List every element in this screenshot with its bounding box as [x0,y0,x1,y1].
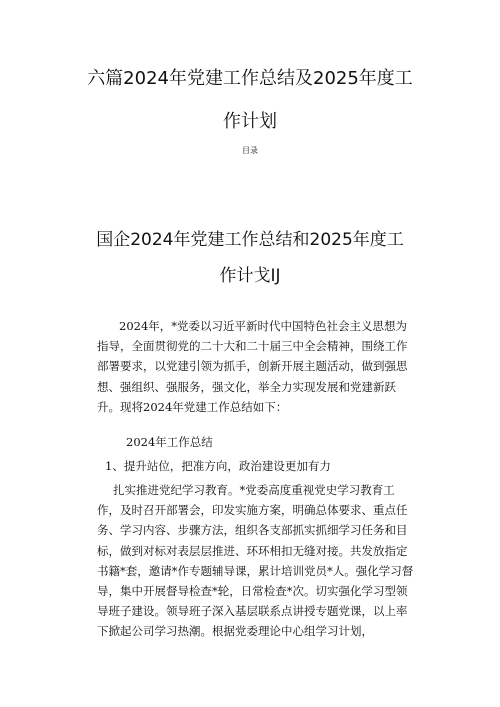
summary-heading: 2024年工作总结 [126,435,213,449]
document-title-line-1: 六篇2024年党建工作总结及2025年度工 [87,68,413,89]
section-title-line-1: 国企2024年党建工作总结和2025年度工 [96,230,404,250]
toc-label: 目录 [242,146,258,155]
body-paragraph-1: 扎实推进党纪学习教育。*党委高度重视党史学习教育工作，及时召开部署会，印发实施方案，明确总体要求、重点任务、学习内容、步骤方法，组织各支部抓实抓细学习任务和目标，做到对标对表层层推进、环环相扣无缝对接。共发放指定书籍*套，邀请*作专题辅导课，累计培训党员*人。强化学习督导，集中开展督导检查*轮，日常检查*次。切实强化学习型领导班子建设。领导班子深入基层联系点讲授专题党课，以上率下掀起公司学习热潮。根据党委理论中心组学习计划， [97,483,414,639]
section-title-line-2: 作计戈IJ [219,266,281,286]
document-title-line-2: 作计划 [223,111,277,132]
intro-paragraph: 2024年，*党委以习近平新时代中国特色社会主义思想为指导，全面贯彻党的二十大和二十届三中全会精神，围绕工作部署要求，以党建引领为抓手，创新开展主题活动，做到强思想、强组织、强服务，强文化，举全力实现发展和党建新跃升。现将2024年党建工作总结如下： [97,319,408,414]
subheading-1: 1、提升站位，把准方向，政治建设更加有力 [105,459,331,473]
